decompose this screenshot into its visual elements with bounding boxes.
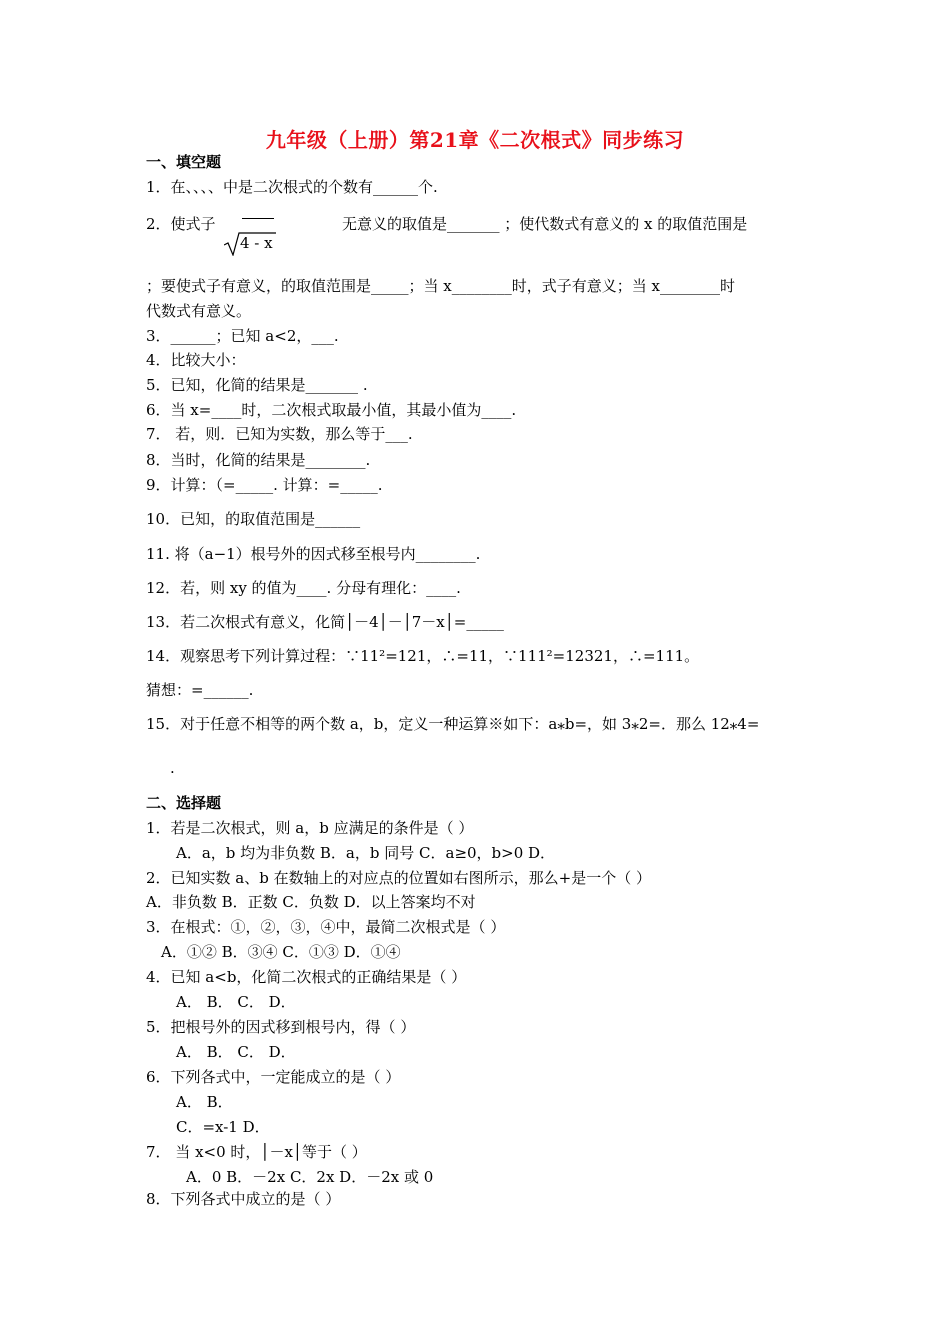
fill-q4: 4．比较大小： <box>146 351 246 369</box>
fill-q1: 1．在、、、、中是二次根式的个数有______个. <box>146 178 438 196</box>
choice-q1: 1．若是二次根式，则 a，b 应满足的条件是（ ） <box>146 819 474 837</box>
fill-q12: 12．若，则 xy 的值为____. 分母有理化：____. <box>146 579 461 597</box>
fill-q11: 11. 将（a−1）根号外的因式移至根号内________. <box>146 545 481 563</box>
fill-q5: 5．已知，化简的结果是_______ . <box>146 376 368 394</box>
fill-q2-sqrt-expression: 4 - x <box>240 234 273 252</box>
fill-q2-part-a: 2．使式子 <box>146 215 216 233</box>
choice-q6-options-ab: A． B． <box>176 1093 233 1111</box>
fill-q7: 7． 若，则．已知为实数，那么等于___. <box>146 425 413 443</box>
page-title: 九年级（上册）第21章《二次根式》同步练习 <box>265 128 685 152</box>
fill-q2-part-b: 无意义的取值是_______ ；使代数式有意义的 x 的取值范围是 <box>342 215 748 233</box>
fill-q15: 15．对于任意不相等的两个数 a，b，定义一种运算※如下：a⁎b=，如 3⁎2=．那么 12⁎4= <box>146 715 760 733</box>
choice-q6: 6．下列各式中，一定能成立的是（ ） <box>146 1068 401 1086</box>
fill-q2-blank <box>242 218 274 219</box>
fill-q2-part-d: 代数式有意义。 <box>146 302 252 320</box>
choice-q3-options: A．①② B．③④ C．①③ D．①④ <box>161 943 401 961</box>
fill-q6: 6．当 x=____时，二次根式取最小值，其最小值为____. <box>146 401 517 419</box>
choice-q6-options-cd: C．=x-1 D． <box>176 1118 270 1136</box>
choice-q7-options: A．0 B．－2x C．2x D．－2x 或 0 <box>186 1168 434 1186</box>
fill-q14-guess: 猜想：=______. <box>146 681 254 699</box>
section-choice-title: 二、选择题 <box>146 794 222 812</box>
choice-q1-options: A．a，b 均为非负数 B．a，b 同号 C．a≥0，b>0 D． <box>176 844 556 862</box>
choice-q4: 4．已知 a<b，化简二次根式的正确结果是（ ） <box>146 968 467 986</box>
fill-q13: 13．若二次根式有意义，化简│－4│－│7－x│=_____ <box>146 613 504 631</box>
fill-q14: 14．观察思考下列计算过程：∵11²=121，∴=11，∵111²=12321，∴=111。 <box>146 647 700 665</box>
fill-q10: 10．已知，的取值范围是______ <box>146 510 361 528</box>
choice-q2: 2．已知实数 a、b 在数轴上的对应点的位置如右图所示，那么+是一个（ ） <box>146 869 651 887</box>
fill-q2-part-c: ；要使式子有意义，的取值范围是_____；当 x________时，式子有意义；当 x________时 <box>146 277 735 295</box>
fill-q15-end: . <box>170 759 175 777</box>
fill-q9: 9．计算：（=_____. 计算：=_____. <box>146 476 383 494</box>
choice-q4-options: A． B． C． D． <box>176 993 296 1011</box>
fill-q8: 8．当时，化简的结果是________. <box>146 451 371 469</box>
choice-q3: 3．在根式：①，②，③，④中，最简二次根式是（ ） <box>146 918 506 936</box>
choice-q7: 7． 当 x<0 时，│－x│等于（ ） <box>146 1143 367 1161</box>
choice-q2-options: A．非负数 B．正数 C．负数 D．以上答案均不对 <box>146 893 476 911</box>
choice-q8: 8．下列各式中成立的是（ ） <box>146 1190 341 1208</box>
section-fill-title: 一、填空题 <box>146 153 222 171</box>
choice-q5: 5．把根号外的因式移到根号内，得（ ） <box>146 1018 416 1036</box>
choice-q5-options: A． B． C． D． <box>176 1043 296 1061</box>
fill-q3: 3．______；已知 a<2，___. <box>146 327 339 345</box>
